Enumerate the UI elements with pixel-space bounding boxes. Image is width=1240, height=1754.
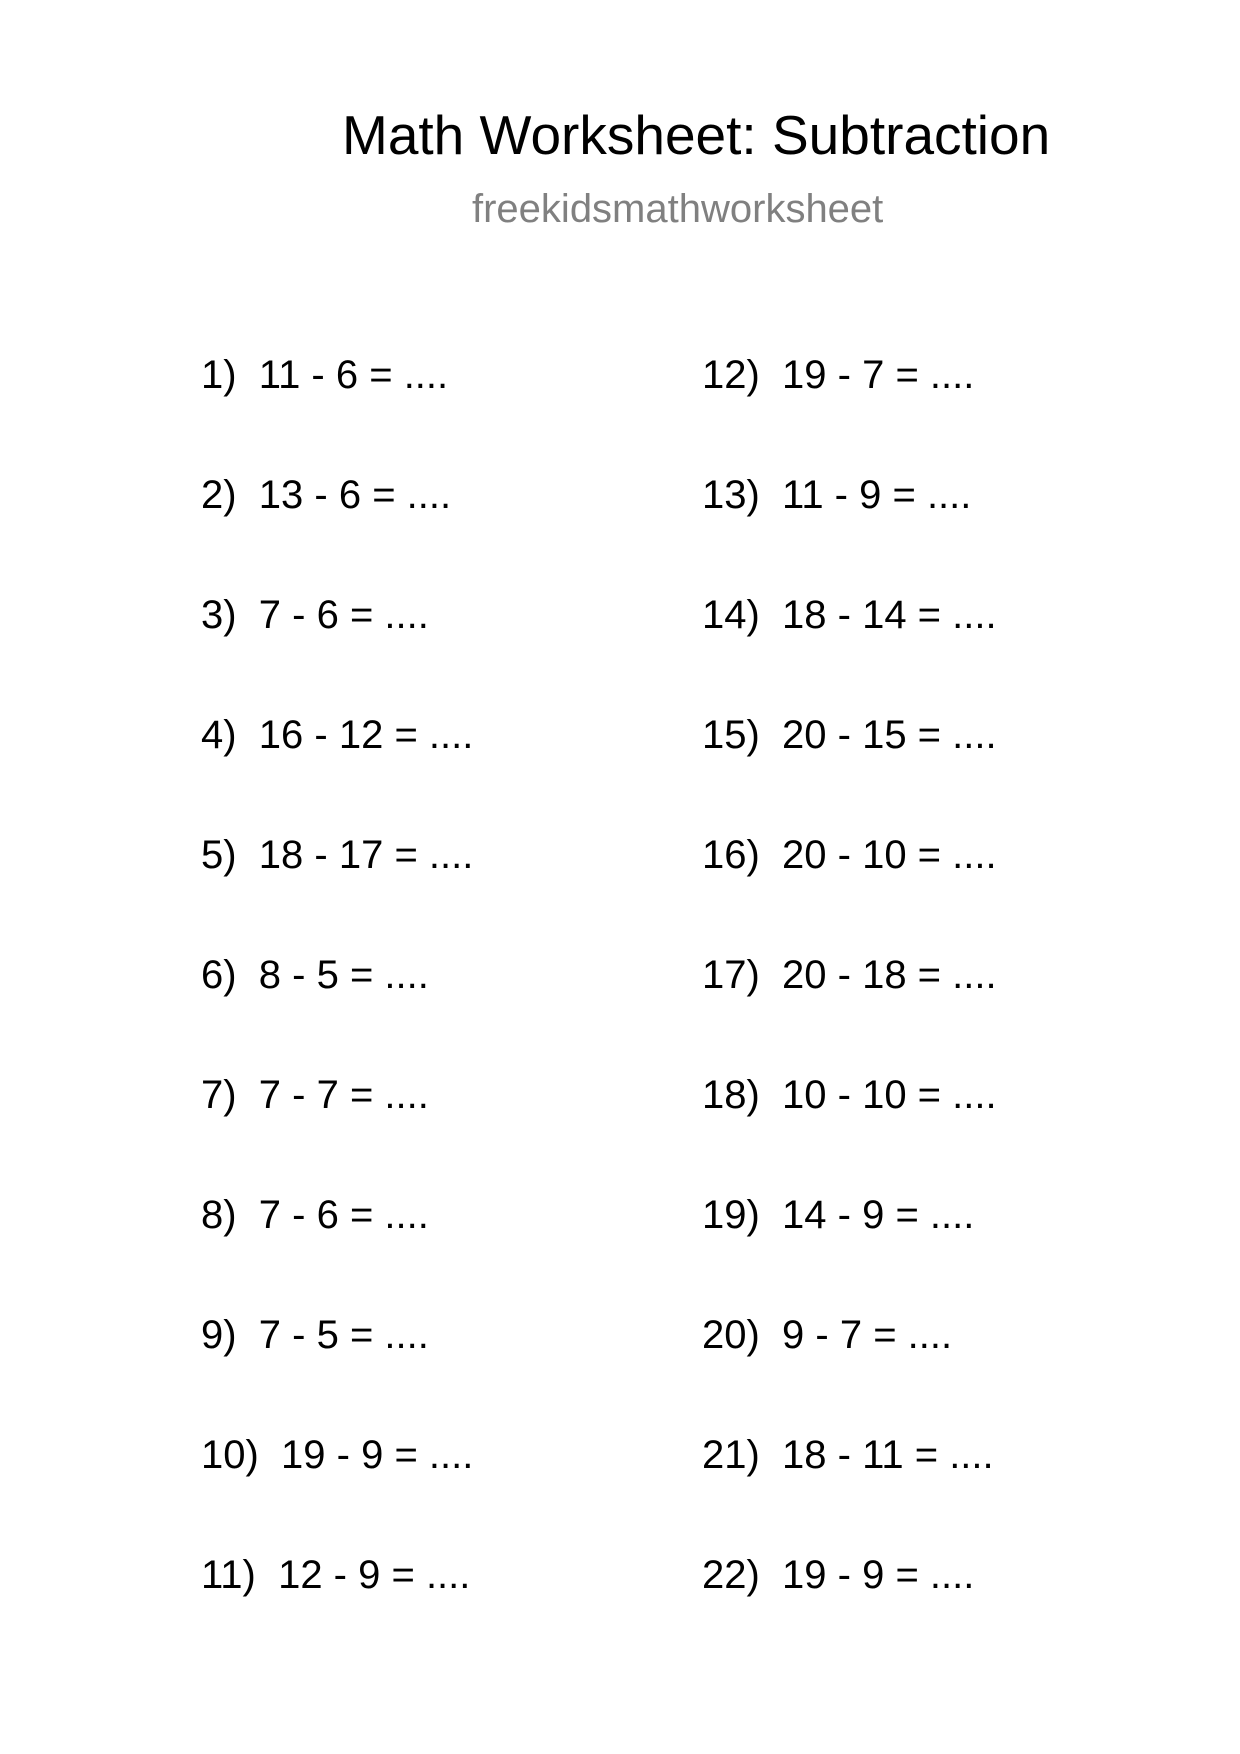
problem-12: 12) 19 - 7 = ....	[702, 353, 975, 397]
problem-10: 10) 19 - 9 = ....	[201, 1433, 474, 1477]
problem-column-left	[201, 350, 473, 1670]
problem-19: 19) 14 - 9 = ....	[702, 1193, 975, 1237]
problem-14: 14) 18 - 14 = ....	[702, 593, 997, 637]
problem-16: 16) 20 - 10 = ....	[702, 833, 997, 877]
problem-grid	[0, 350, 1240, 1670]
problem-9: 9) 7 - 5 = ....	[201, 1313, 429, 1357]
problem-5: 5) 18 - 17 = ....	[201, 833, 474, 877]
problem-17: 17) 20 - 18 = ....	[702, 953, 997, 997]
problem-7: 7) 7 - 7 = ....	[201, 1073, 429, 1117]
problem-8: 8) 7 - 6 = ....	[201, 1193, 429, 1237]
problem-15: 15) 20 - 15 = ....	[702, 713, 997, 757]
problem-3: 3) 7 - 6 = ....	[201, 593, 429, 637]
problem-13: 13) 11 - 9 = ....	[702, 473, 972, 517]
problem-column-right	[702, 350, 997, 1670]
problem-1: 1) 11 - 6 = ....	[201, 353, 449, 397]
problem-21: 21) 18 - 11 = ....	[702, 1433, 994, 1477]
problem-20: 20) 9 - 7 = ....	[702, 1313, 953, 1357]
problem-18: 18) 10 - 10 = ....	[702, 1073, 997, 1117]
worksheet-title: Math Worksheet: Subtraction	[342, 104, 1051, 166]
worksheet-subtitle: freekidsmathworksheet	[472, 187, 884, 231]
problem-11: 11) 12 - 9 = ....	[201, 1553, 471, 1597]
problem-4: 4) 16 - 12 = ....	[201, 713, 474, 757]
problem-22: 22) 19 - 9 = ....	[702, 1553, 975, 1597]
problem-2: 2) 13 - 6 = ....	[201, 473, 452, 517]
problem-6: 6) 8 - 5 = ....	[201, 953, 429, 997]
